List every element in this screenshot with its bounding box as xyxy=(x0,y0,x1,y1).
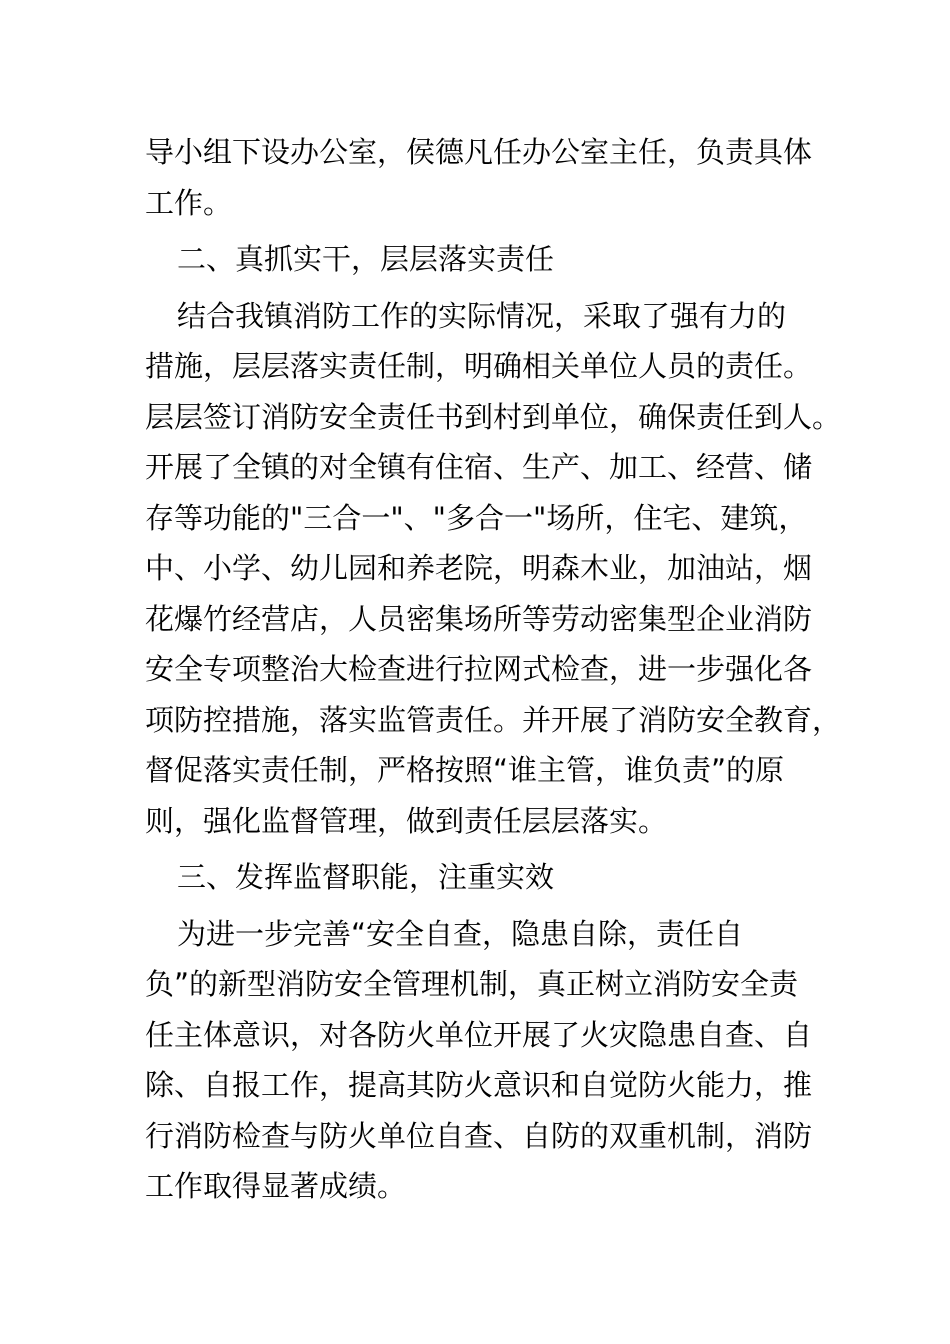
body-line: 任主体意识，对各防火单位开展了火灾隐患自查、自 xyxy=(145,1017,813,1052)
body-line: 行消防检查与防火单位自查、自防的双重机制，消防 xyxy=(145,1118,813,1153)
body-line: 为进一步完善“安全自查，隐患自除，责任自 xyxy=(177,916,744,951)
body-line: 工作。 xyxy=(145,185,233,220)
body-line: 开展了全镇的对全镇有住宿、生产、加工、经营、储 xyxy=(145,450,813,484)
section-heading: 三、发挥监督职能，注重实效 xyxy=(177,860,555,894)
body-line: 安全专项整治大检查进行拉网式检查，进一步强化各 xyxy=(145,652,813,686)
body-line: 存等功能的"三合一"、"多合一"场所，住宅、建筑， xyxy=(145,500,808,535)
body-line: 工作取得显著成绩。 xyxy=(145,1169,407,1203)
body-line: 除、自报工作，提高其防火意识和自觉防火能力，推 xyxy=(145,1068,813,1102)
body-line: 措施，层层落实责任制，明确相关单位人员的责任。 xyxy=(145,349,813,383)
body-line: 督促落实责任制，严格按照“谁主管，谁负责”的原 xyxy=(145,753,785,787)
body-line: 层层签订消防安全责任书到村到单位，确保责任到人。 xyxy=(145,399,842,434)
section-heading: 二、真抓实干，层层落实责任 xyxy=(177,242,555,276)
body-line: 中、小学、幼儿园和养老院，明森木业，加油站，烟 xyxy=(145,551,813,585)
body-line: 负”的新型消防安全管理机制，真正树立消防安全责 xyxy=(145,967,799,1001)
body-line: 花爆竹经营店，人员密集场所等劳动密集型企业消防 xyxy=(145,601,813,636)
body-line: 则，强化监督管理，做到责任层层落实。 xyxy=(145,803,668,838)
document-body xyxy=(145,127,842,1212)
body-line: 结合我镇消防工作的实际情况，采取了强有力的 xyxy=(177,298,787,333)
body-line: 项防控措施，落实监管责任。并开展了消防安全教育， xyxy=(145,702,842,737)
body-line: 导小组下设办公室，侯德凡任办公室主任，负责具体 xyxy=(145,135,813,169)
